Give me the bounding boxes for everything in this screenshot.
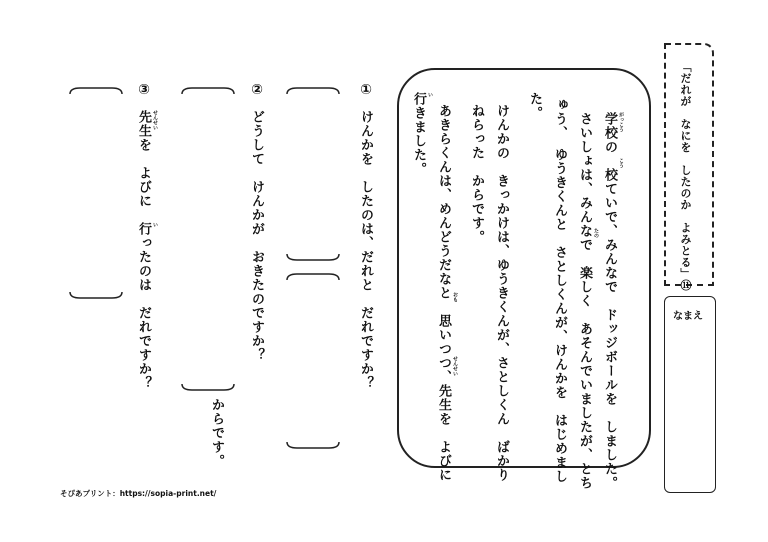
story-line: 学校の 校ていで、みんなで ドッジボールを しました。 [602, 112, 617, 490]
question-2-suffix: からです。 [209, 398, 224, 468]
answer-1a-bracket[interactable] [285, 86, 341, 262]
furigana: たの [593, 228, 599, 238]
question-2-number: ② [249, 82, 265, 99]
furigana: がっこう [618, 112, 624, 132]
worksheet-title: 「だれが なにを したのか よみとる」⑪ [679, 61, 692, 291]
answer-2-bracket[interactable] [180, 86, 236, 392]
furigana: こう [618, 158, 624, 168]
name-label: なまえ [673, 311, 703, 322]
furigana: い [427, 92, 433, 97]
story-line: ゅう、 ゆうきくんと さとしくんが、けんかを はじめまし [552, 98, 567, 484]
story-line: あきらくんは、めんどうだなと 思いつつ、先生を よびに [436, 104, 451, 482]
furigana: おも [452, 292, 458, 302]
name-box[interactable] [664, 296, 716, 493]
answer-3-bracket[interactable] [68, 86, 124, 300]
footer-credit: そぴあプリント：https://sopia-print.net/ [60, 489, 217, 498]
furigana: せんせい [452, 356, 458, 376]
question-3-number: ③ [136, 82, 152, 99]
story-line: ねらった からです。 [469, 104, 484, 244]
story-line: けんかの きっかけは、ゆうきくんが、さとしくん ばかり [494, 104, 509, 482]
furigana: い [152, 222, 158, 227]
question-2-text: どうして けんかが おきたのですか？ [249, 110, 264, 362]
furigana: せんせい [152, 110, 158, 130]
question-1-number: ① [358, 82, 374, 99]
story-line: 行きました。 [411, 92, 426, 176]
question-1-text: けんかを したのは、だれと だれですか？ [358, 110, 373, 390]
story-line: さいしょは、みんなで 楽しく あそんでいましたが、とち [577, 112, 592, 490]
story-line: た。 [527, 92, 542, 120]
question-3-text: 先生を よびに 行ったのは だれですか？ [136, 110, 151, 390]
answer-1b-bracket[interactable] [285, 272, 341, 450]
title-box [664, 43, 714, 291]
